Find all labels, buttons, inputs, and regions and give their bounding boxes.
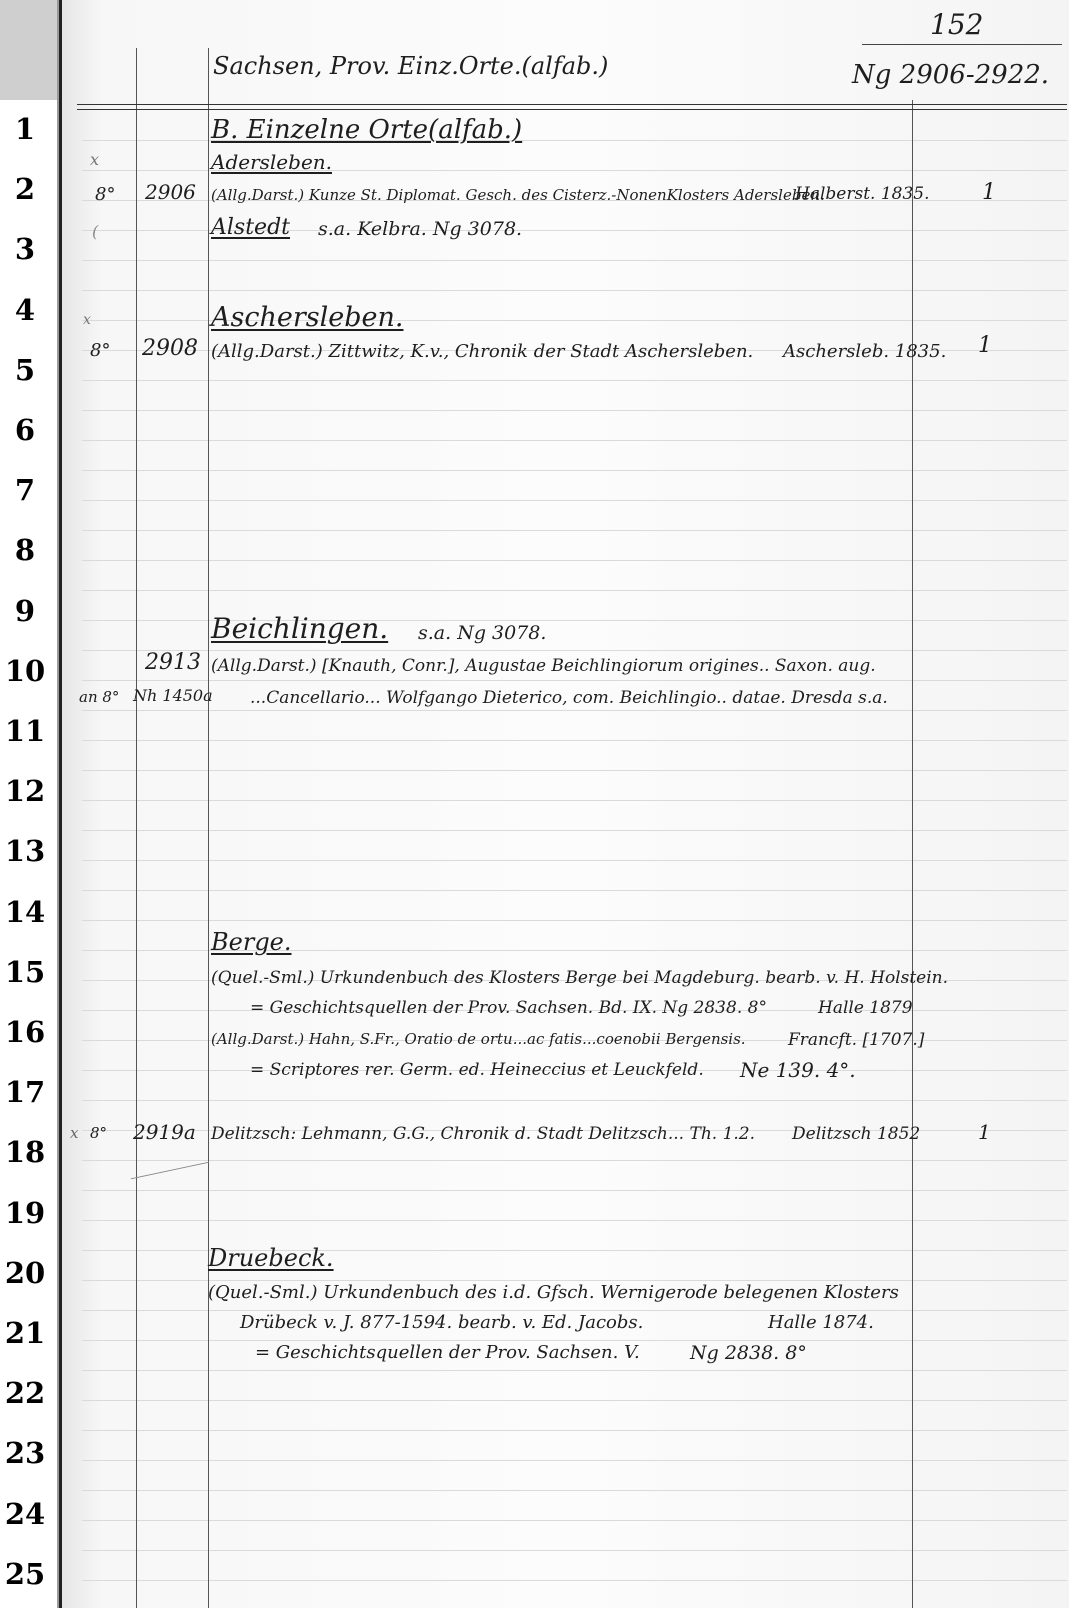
line-number: 5	[14, 352, 36, 387]
count-delitzsch: 1	[978, 1120, 991, 1144]
ledger-ruling	[82, 260, 1067, 261]
ledger-ruling	[82, 1580, 1067, 1581]
line4-berge: = Scriptores rer. Germ. ed. Heineccius et Leuckfeld.	[250, 1060, 704, 1080]
ledger-ruling	[82, 860, 1067, 861]
line-number-gutter	[0, 0, 59, 1608]
line-number: 12	[4, 774, 46, 809]
ledger-ruling	[82, 890, 1067, 891]
line2place-berge: Halle 1879	[818, 998, 913, 1018]
line-number: 1	[14, 112, 36, 146]
place-drubeck: Druebeck.	[208, 1244, 334, 1272]
place-beichlingen: Beichlingen.	[211, 612, 389, 645]
place-alstedt: Alstedt	[211, 215, 290, 240]
ledger-ruling	[82, 1280, 1067, 1281]
line2-beichlingen: ...Cancellario... Wolfgango Dieterico, com. Beichlingio.. datae. Dresda s.a.	[250, 688, 888, 708]
gutter-header-block	[0, 0, 57, 100]
ledger-ruling	[82, 530, 1067, 531]
ledger-ruling	[82, 590, 1067, 591]
ledger-ruling	[82, 290, 1067, 291]
placedate-delitzsch: Delitzsch 1852	[792, 1124, 921, 1144]
placedate-adersleben: Halberst. 1835.	[795, 184, 930, 204]
line1-berge: (Quel.-Sml.) Urkundenbuch des Klosters Berge bei Magdeburg. bearb. v. H. Holstein.	[211, 968, 949, 988]
text-alstedt: s.a. Kelbra. Ng 3078.	[318, 218, 523, 240]
line-number: 10	[4, 653, 46, 688]
line-number: 17	[4, 1075, 46, 1110]
ledger-ruling	[82, 800, 1067, 801]
count-adersleben: 1	[982, 180, 996, 205]
line-number: 7	[14, 473, 36, 508]
line-number: 21	[4, 1316, 46, 1350]
ledger-ruling	[82, 830, 1067, 831]
line1-drubeck: (Quel.-Sml.) Urkundenbuch des i.d. Gfsch. Wernigerode belegenen Klosters	[208, 1282, 899, 1303]
line-number: 20	[4, 1255, 46, 1290]
ledger-ruling	[82, 1400, 1067, 1401]
page-title: Sachsen, Prov. Einz.Orte.(alfab.)	[213, 52, 609, 80]
line-number: 23	[4, 1436, 46, 1471]
number-aschersleben: 2908	[142, 336, 198, 361]
line4sig-berge: Ne 139. 4°.	[740, 1058, 856, 1082]
line-number: 11	[4, 714, 46, 748]
line-number: 6	[14, 413, 36, 447]
ledger-ruling	[82, 1520, 1067, 1521]
line-number: 16	[4, 1015, 46, 1049]
ledger-column-line	[208, 48, 209, 1608]
line-number: 18	[4, 1135, 46, 1170]
ledger-ruling	[82, 560, 1067, 561]
line2place-drubeck: Halle 1874.	[768, 1312, 874, 1333]
text-aschersleben: (Allg.Darst.) Zittwitz, K.v., Chronik der Stadt Aschersleben.	[211, 341, 754, 362]
ledger-ruling	[82, 920, 1067, 921]
ledger-ruling	[82, 1220, 1067, 1221]
line-number: 3	[14, 232, 36, 267]
ledger-ruling	[82, 410, 1067, 411]
format-adersleben: 8°	[95, 184, 116, 205]
ledger-ruling	[82, 1550, 1067, 1551]
place-adersleben: Adersleben.	[211, 150, 333, 174]
mark-adersleben: x	[90, 150, 100, 169]
place-aschersleben: Aschersleben.	[211, 302, 404, 333]
line-number: 8	[14, 533, 36, 568]
mark-delitzsch: x	[70, 1124, 79, 1142]
ledger-ruling	[82, 440, 1067, 441]
number-beichlingen: 2913	[145, 650, 201, 675]
number-delitzsch: 2919a	[133, 1120, 196, 1144]
ledger-ruling	[82, 1160, 1067, 1161]
ledger-ruling	[82, 710, 1067, 711]
count-aschersleben: 1	[978, 333, 992, 358]
extranumber-beichlingen: Nh 1450a	[133, 686, 213, 705]
line-number: 9	[14, 593, 36, 628]
ledger-ruling	[82, 1100, 1067, 1101]
line2-drubeck: Drübeck v. J. 877-1594. bearb. v. Ed. Jacobs.	[240, 1312, 644, 1333]
line3sig-drubeck: Ng 2838. 8°	[690, 1342, 807, 1364]
text-adersleben: (Allg.Darst.) Kunze St. Diplomat. Gesch. des Cisterz.-NonenKlosters Adersleben.	[211, 186, 825, 204]
line-number: 4	[14, 292, 36, 327]
line-number: 24	[4, 1496, 46, 1531]
ledger-ruling	[82, 770, 1067, 771]
ledger-ruling	[82, 1430, 1067, 1431]
ledger-ruling	[82, 1310, 1067, 1311]
ledger-ruling	[82, 470, 1067, 471]
format-delitzsch: 8°	[90, 1124, 108, 1142]
placedate-aschersleben: Aschersleb. 1835.	[783, 341, 947, 362]
line3-drubeck: = Geschichtsquellen der Prov. Sachsen. V.	[255, 1342, 640, 1363]
section-heading: B. Einzelne Orte(alfab.)	[211, 115, 523, 145]
ledger-ruling	[82, 650, 1067, 651]
ledger-ruling	[82, 1490, 1067, 1491]
line-number: 19	[4, 1195, 46, 1230]
mark-alstedt: (	[92, 222, 99, 241]
line-number: 2	[14, 172, 36, 207]
page-number: 152	[930, 8, 984, 41]
ledger-ruling	[82, 740, 1067, 741]
line-number: 22	[4, 1376, 46, 1411]
ledger-page	[59, 0, 1069, 1608]
line3place-berge: Francft. [1707.]	[788, 1030, 925, 1050]
header-double-rule	[77, 104, 1067, 105]
line2-berge: = Geschichtsquellen der Prov. Sachsen. Bd. IX. Ng 2838. 8°	[250, 998, 767, 1018]
line3-berge: (Allg.Darst.) Hahn, S.Fr., Oratio de ortu...ac fatis...coenobii Bergensis.	[211, 1030, 746, 1048]
ledger-ruling	[82, 1370, 1067, 1371]
page-number-rule	[862, 44, 1062, 45]
line1-beichlingen: (Allg.Darst.) [Knauth, Conr.], Augustae Beichlingiorum origines.. Saxon. aug.	[211, 656, 876, 676]
line-number: 25	[4, 1556, 46, 1591]
ledger-ruling	[82, 680, 1067, 681]
ledger-ruling	[82, 500, 1067, 501]
format-beichlingen: an 8°	[79, 688, 120, 706]
line-number: 15	[4, 954, 46, 989]
ledger-ruling	[82, 380, 1067, 381]
place-berge: Berge.	[211, 928, 292, 956]
line-number: 13	[4, 834, 46, 869]
number-adersleben: 2906	[145, 180, 196, 204]
ledger-ruling	[82, 1190, 1067, 1191]
mark-aschersleben: x	[83, 312, 91, 328]
signature-range: Ng 2906-2922.	[852, 60, 1050, 90]
format-aschersleben: 8°	[90, 340, 111, 361]
ledger-ruling	[82, 1460, 1067, 1461]
text-delitzsch: Delitzsch: Lehmann, G.G., Chronik d. Stadt Delitzsch... Th. 1.2.	[211, 1124, 756, 1144]
ledger-column-line	[136, 48, 137, 1608]
ledger-column-line	[912, 100, 913, 1608]
line-number: 14	[4, 894, 46, 929]
ledger-ruling	[82, 1340, 1067, 1341]
seealso-beichlingen: s.a. Ng 3078.	[418, 622, 547, 644]
header-double-rule	[77, 109, 1067, 110]
